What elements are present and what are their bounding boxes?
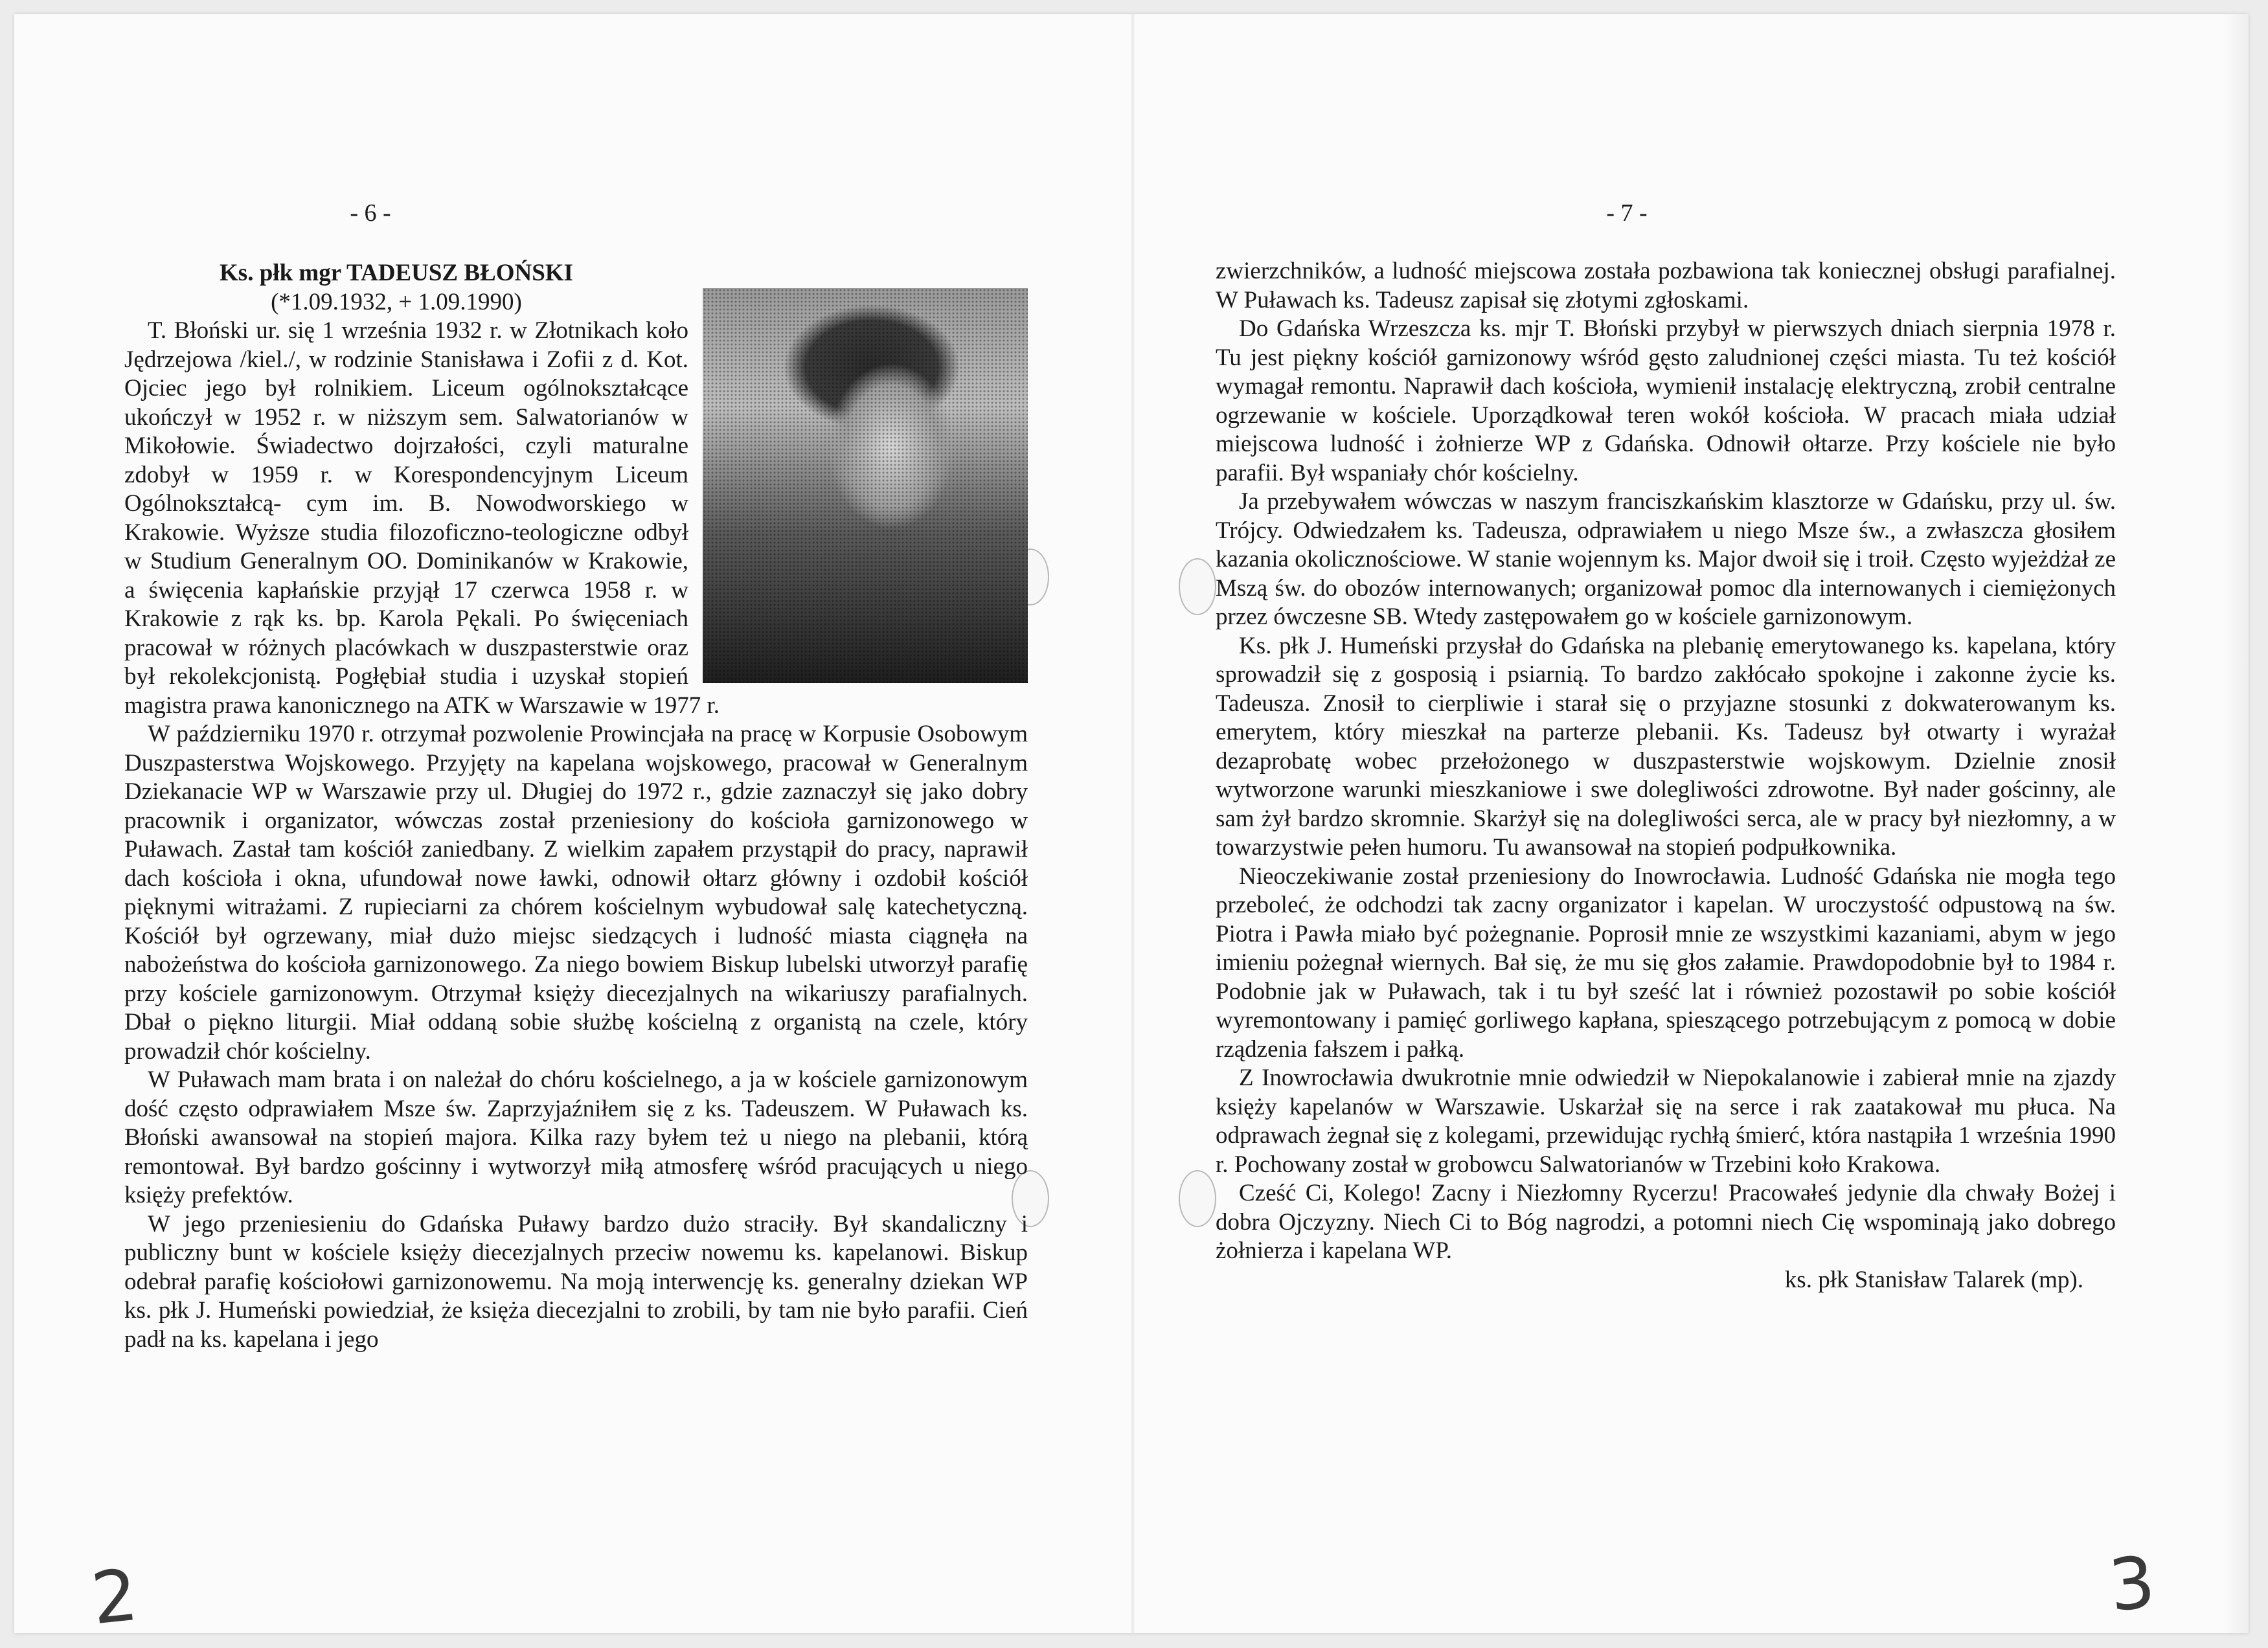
page-number-left: - 6 - — [350, 199, 391, 227]
page-number-right: - 7 - — [1606, 199, 1648, 227]
life-dates: (*1.09.1932, + 1.09.1990) — [271, 288, 522, 315]
handwritten-page-mark-right: 3 — [2105, 1540, 2159, 1628]
handwritten-page-mark-left: 2 — [87, 1553, 142, 1641]
right-paragraph: Nieoczekiwanie został przeniesiony do Inowrocławia. Ludność Gdańska nie mogła tego przeboleć, że odchodzi tak zacny organizator i kapelan. W uroczystość odpustową na św. Piotra i Pawła miało być pożegnanie. Poprosił mnie ze wszystkimi kazaniami, abym w jego imieniu pożegnał wiernych. Bał się, że mu się głos załamie. Prawdopodobnie był to 1984 r. Podobnie jak w Puławach, tak i tu był sześć lat i również pozostawił po sobie kościół wyremontowany i pamięć gorliwego kapłana, spieszącego potrzebującym z pomocą w dobie rządzenia fałszem i pałką. — [1216, 863, 2116, 1063]
right-paragraph: Do Gdańska Wrzeszcza ks. mjr T. Błoński przybył w pierwszych dniach sierpnia 1978 r. Tu jest piękny kościół garnizonowy wśród gęsto zaludnionej części miasta. Tu też kościół wymagał remontu. Naprawił dach kościoła, wymienił instalację elektryczną, zrobił centralne ogrzewanie w kościele. Uporządkował teren wokół kościoła. W pracach miała udział miejscowa ludność i żołnierze WP z Gdańska. Odnowił ołtarze. Przy kościele nie było parafii. Był wspaniały chór kościelny. — [1216, 315, 2116, 486]
left-paragraph: W październiku 1970 r. otrzymał pozwolenie Prowincjała na pracę w Korpusie Osobowym Duszpasterstwa Wojskowego. Przyjęty na kapelana wojskowego, pracował w Generalnym Dziekanacie WP w Warszawie przy ul. Długiej do 1972 r., gdzie zaznaczył się jako dobry pracownik i organizator, wówczas został przeniesiony do kościoła garnizonowego w Puławach. Zastał tam kościół zaniedbany. Z wielkim zapałem przystąpił do pracy, naprawił dach kościoła i okna, ufundował nowe ławki, odnowił ołtarz główny i ozdobił kościół pięknymi witrażami. Z rupieciarni za chórem kościelnym wybudował salę katechetyczną. Kościół był ogrzewany, miał dużo miejsc siedzących i ludność miasta ciągnęła na nabożeństwa do kościoła garnizonowego. Za niego bowiem Biskup lubelski utworzył parafię przy kościele garnizonowym. Otrzymał księży diecezjalnych na wikariuszy parafialnych. Dbał o piękno liturgii. Miał oddaną sobie służbę kościelną z organistą na czele, który prowadził chór kościelny. — [124, 721, 1028, 1065]
right-page-column — [1216, 257, 2116, 1546]
sheet-edge-shadow — [2223, 14, 2249, 1633]
article-heading: Ks. płk mgr TADEUSZ BŁOŃSKI — [220, 260, 573, 286]
right-paragraph: Ks. płk J. Humeński przysłał do Gdańska na plebanię emerytowanego ks. kapelana, który sprowadził się z gosposią i psiarnią. To bardzo zakłócało spokojne i zakonne życie ks. Tadeusza. Znosił to cierpliwie i starał się o przyjazne stosunki z dokwaterowanym ks. emerytem, który mieszkał na parterze plebanii. Ks. Tadeusz był otwarty i wyrażał dezaprobatę wobec przełożonego w duszpasterstwie wojskowym. Dzielnie znosił wytworzone warunki mieszkaniowe i swe dolegliwości zdrowotne. Był nader gościnny, ale sam żył bardzo skromnie. Skarżył się na dolegliwości serca, ale w pracy był niezłomny, a w towarzystwie pełen humoru. Tu awansował na stopień podpułkownika. — [1216, 632, 2116, 861]
punch-hole — [1179, 558, 1216, 615]
punch-hole — [1179, 1170, 1216, 1227]
right-paragraph: Cześć Ci, Kolego! Zacny i Niezłomny Rycerzu! Pracowałeś jedynie dla chwały Bożej i dobra Ojczyzny. Niech Ci to Bóg nagrodzi, a potomni niech Cię wspominają jako dobrego żołnierza i kapelana WP. — [1216, 1180, 2116, 1264]
right-paragraph: zwierzchników, a ludność miejscowa została pozbawiona tak koniecznej obsługi parafialnej. W Puławach ks. Tadeusz zapisał się złotymi zgłoskami. — [1216, 258, 2116, 313]
left-paragraph: W jego przeniesieniu do Gdańska Puławy bardzo dużo straciły. Był skandaliczny i publiczny bunt w kościele księży diecezjalnych przeciw nowemu ks. kapelanowi. Biskup odebrał parafię kościołowi garnizonowemu. Na moją interwencję ks. generalny dziekan WP ks. płk J. Humeński powiedział, że księża diecezjalni to zrobili, by tam nie było parafii. Cień padł na ks. kapelana i jego — [124, 1210, 1028, 1353]
left-page-column — [124, 259, 1028, 1528]
page-fold — [1131, 14, 1135, 1633]
left-paragraph: W Puławach mam brata i on należał do chóru kościelnego, a ja w kościele garnizonowym dość często odprawiałem Msze św. Zaprzyjaźniłem się z ks. Tadeuszem. W Puławach ks. Błoński awansował na stopień majora. Kilka razy byłem też u niego na plebanii, którą remontował. Był bardzo gościnny i wytworzył miłą atmosferę wśród pracujących u niego księży prefektów. — [124, 1067, 1028, 1208]
signature: ks. płk Stanisław Talarek (mp). — [1784, 1266, 2083, 1293]
scanned-sheet — [14, 14, 2249, 1641]
portrait-photo — [703, 288, 1028, 683]
right-paragraph: Z Inowrocławia dwukrotnie mnie odwiedził w Niepokalanowie i zabierał mnie na zjazdy księży kapelanów w Warszawie. Uskarżał się na serce i rak zaatakował mu płuca. Na odprawach żegnał się z kolegami, przewidując rychłą śmierć, która nastąpiła 1 września 1990 r. Pochowany został w grobowcu Salwatorianów w Trzebini koło Krakowa. — [1216, 1065, 2116, 1178]
left-paragraph: T. Błoński ur. się 1 września 1932 r. w Złotnikach koło Jędrzejowa /kiel./, w rodzinie Stanisława i Zofii z d. Kot. Ojciec jego był rolnikiem. Liceum ogólnokształcące ukończył w 1952 r. w niższym sem. Salwatorianów w Mikołowie. Świadectwo dojrzałości, czyli maturalne zdobył w 1959 r. w Korespondencyjnym Liceum Ogólnokształcą- cym im. B. Nowodworskiego w Krakowie. Wyższe studia filozoficzno-teologiczne odbył w Studium Generalnym OO. Dominikanów w Krakowie, a święcenia kapłańskie przyjął 17 czerwca 1958 r. w Krakowie z rąk ks. bp. Karola Pękali. Po święceniach pracował w różnych placówkach w duszpasterstwie oraz był rekolekcjonistą. Pogłębiał studia i uzyskał stopień magistra prawa kanonicznego na ATK w Warszawie w 1977 r. — [124, 317, 720, 719]
right-paragraph: Ja przebywałem wówczas w naszym franciszkańskim klasztorze w Gdańsku, przy ul. św. Trójcy. Odwiedzałem ks. Tadeusza, odprawiałem u niego Msze św., a zwłaszcza głosiłem kazania okolicznościowe. W stanie wojennym ks. Major dwoił się i troił. Często wyjeżdżał ze Mszą św. do obozów internowanych; organizował pomoc dla internowanych i ciemiężonych przez ówczesne SB. Wtedy zastępowałem go w kościele garnizonowym. — [1216, 488, 2116, 630]
